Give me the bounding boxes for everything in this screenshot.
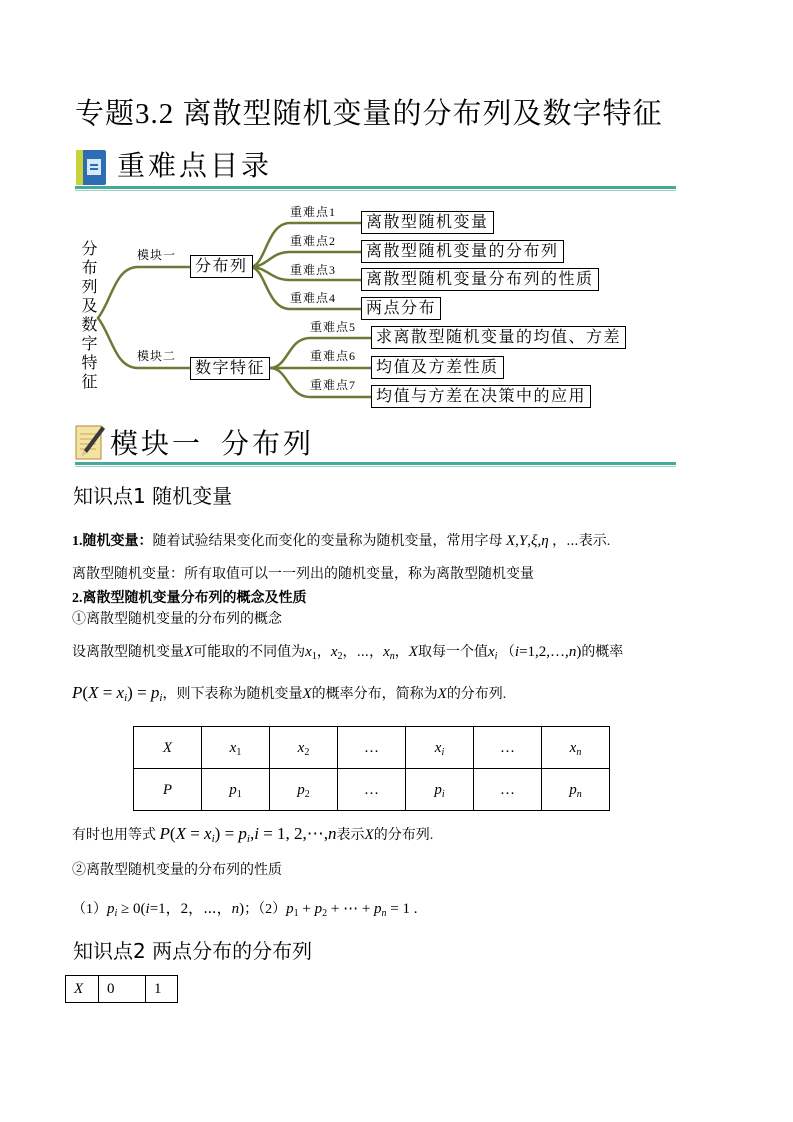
module-tag: 模块二 — [137, 349, 177, 363]
keypoint-tag: 重难点1 — [290, 205, 337, 219]
math-variable: P — [159, 824, 170, 843]
math-symbol: 0 — [107, 981, 115, 997]
discrete-variable-definition — [72, 565, 534, 585]
math-symbol: = 1 . — [386, 901, 418, 917]
math-variable: p — [286, 901, 294, 917]
module1-section-header — [75, 421, 676, 465]
keypoint-box: 均值及方差性质 — [371, 356, 504, 379]
text-run: ， — [316, 645, 331, 660]
math-variable: x — [305, 644, 312, 660]
table-cell — [338, 727, 406, 769]
keypoint-box: 离散型随机变量 — [361, 211, 494, 234]
table-row — [134, 727, 610, 769]
text-run: ， — [394, 645, 409, 660]
math-variable: p — [107, 901, 115, 917]
table-cell — [99, 976, 146, 1003]
math-variable: X — [162, 739, 173, 756]
table-cell — [406, 727, 474, 769]
math-symbol: , — [249, 824, 255, 843]
math-symbol: + ⋯ + — [327, 901, 375, 917]
math-variable: p — [150, 683, 160, 702]
text-run: ①离散型随机变量的分布列的概念 — [72, 612, 282, 627]
math-variable: X — [175, 824, 186, 843]
math-subscript: i — [211, 833, 215, 845]
math-symbol: = — [98, 683, 117, 702]
probability-sentence — [72, 681, 506, 707]
math-symbol: … — [500, 739, 515, 756]
math-variable: p — [297, 781, 305, 798]
probability-formula — [72, 683, 163, 704]
text-run: ；（2） — [244, 902, 287, 917]
math-variable: P — [72, 683, 83, 702]
math-symbol: … — [500, 781, 515, 798]
math-symbol: 1 — [154, 981, 162, 997]
equation-lead — [72, 828, 160, 843]
notepad-pencil-icon — [75, 423, 106, 466]
math-variable: n — [568, 644, 577, 660]
math-subscript: 1 — [236, 746, 242, 758]
math-variable: x — [116, 683, 125, 702]
text-run: （ — [497, 645, 515, 660]
text-run: （1） — [72, 902, 107, 917]
math-variable: n — [231, 901, 240, 917]
table-cell — [146, 976, 178, 1003]
math-variable: p — [238, 824, 247, 843]
section-2-title — [72, 589, 307, 609]
bold-text: 2.离散型随机变量分布列的概念及性质 — [72, 591, 307, 606]
math-variable: X — [74, 981, 84, 997]
text-run: 的分布列. — [446, 687, 507, 702]
math-subscript: i — [124, 692, 128, 704]
math-variable: i — [145, 901, 150, 917]
math-variable: x — [330, 644, 338, 660]
math-variable: p — [434, 781, 442, 798]
math-subscript: i — [441, 788, 445, 800]
text-run: 的分布列. — [373, 828, 434, 843]
knowledge-point-heading: 知识点1 随机变量 — [73, 484, 233, 508]
text-run: 有时也用等式 — [72, 828, 160, 843]
two-point-distribution-table — [65, 975, 178, 1003]
equation-formula — [159, 824, 337, 845]
equation-text — [337, 828, 434, 843]
keypoint-box: 均值与方差在决策中的应用 — [371, 385, 591, 408]
table-cell — [474, 727, 542, 769]
keypoint-box: 求离散型随机变量的均值、方差 — [371, 326, 626, 349]
book-icon — [76, 150, 107, 190]
table-cell — [474, 769, 542, 811]
math-symbol: + — [298, 901, 315, 917]
math-variable: X — [506, 533, 516, 549]
text-run: ，⋯表示. — [548, 534, 611, 549]
text-run: 的概率 — [581, 645, 624, 660]
math-subscript: i — [494, 651, 498, 662]
math-subscript: n — [381, 908, 387, 919]
math-subscript: 1 — [311, 651, 317, 662]
math-variable: x — [204, 824, 212, 843]
properties-subtitle — [72, 861, 282, 881]
keypoint-tag: 重难点3 — [290, 263, 337, 277]
table-cell — [406, 769, 474, 811]
math-symbol: ) = — [214, 824, 239, 843]
table-cell — [270, 727, 338, 769]
math-variable: i — [254, 824, 259, 843]
math-subscript: 1 — [236, 788, 242, 800]
values-sentence — [72, 640, 623, 665]
math-subscript: 2 — [304, 746, 310, 758]
table-cell — [338, 769, 406, 811]
mindmap-root: 分布列及数字特征 — [79, 240, 96, 392]
math-symbol: ≥ 0( — [117, 901, 146, 917]
math-variable: p — [229, 781, 237, 798]
math-variable: Y — [518, 533, 528, 549]
math-subscript: n — [576, 788, 582, 800]
math-subscript: n — [576, 746, 582, 758]
text-run: ，则下表称为随机变量 — [162, 687, 303, 702]
math-variable: i — [514, 644, 520, 660]
math-subscript: i — [441, 746, 445, 758]
table-cell — [134, 727, 202, 769]
keypoint-box: 两点分布 — [361, 297, 441, 320]
module-box: 数字特征 — [190, 357, 270, 380]
toc-section-header — [75, 148, 676, 189]
math-variable: x — [434, 739, 442, 756]
math-symbol: ) — [576, 644, 582, 660]
math-variable: n — [328, 824, 337, 843]
table-cell — [66, 976, 99, 1003]
toc-header-label: 重难点目录 — [117, 151, 273, 182]
math-variable: X — [437, 686, 447, 702]
text-run: 可能取的不同值为 — [193, 645, 306, 660]
math-symbol: … — [364, 739, 379, 756]
table-cell — [542, 769, 610, 811]
text-run: 表示 — [336, 828, 365, 843]
module-box: 分布列 — [190, 255, 253, 278]
math-variable: P — [162, 781, 173, 798]
math-subscript: i — [246, 833, 250, 845]
math-variable: x — [297, 739, 305, 756]
knowledge-point-heading: 知识点2 两点分布的分布列 — [73, 939, 313, 963]
math-subscript: 2 — [322, 908, 328, 919]
math-variable: η — [541, 533, 549, 549]
equation-sentence — [72, 822, 433, 848]
math-variable: X — [184, 644, 194, 660]
distribution-table — [133, 726, 610, 811]
properties-statement — [72, 897, 418, 922]
connector-root-module1 — [98, 267, 190, 318]
math-subscript: 1 — [293, 908, 299, 919]
math-symbol: = — [185, 824, 205, 843]
concept-subtitle — [72, 610, 282, 630]
table-cell — [202, 769, 270, 811]
table-cell — [542, 727, 610, 769]
math-variable: X — [88, 683, 99, 702]
math-variable: x — [487, 644, 495, 660]
math-variable: X — [364, 827, 374, 843]
math-symbol: , — [527, 533, 532, 549]
math-variable: x — [229, 739, 237, 756]
text-run: 取每一个值 — [417, 645, 488, 660]
math-symbol: , — [537, 533, 542, 549]
text-run: 随着试验结果变化而变化的变量称为随机变量，常用字母 — [152, 534, 506, 549]
table-cell — [202, 727, 270, 769]
table-row — [66, 976, 178, 1003]
text-run: 离散型随机变量：所有取值可以一一列出的随机变量，称为离散型随机变量 — [72, 567, 534, 582]
math-subscript: i — [159, 692, 163, 704]
keypoint-tag: 重难点6 — [310, 349, 357, 363]
math-symbol: ) — [239, 901, 245, 917]
math-variable: p — [569, 781, 577, 798]
keypoint-box: 离散型随机变量分布列的性质 — [361, 268, 599, 291]
keypoint-box: 离散型随机变量的分布列 — [361, 240, 564, 263]
math-variable: ξ — [531, 533, 538, 549]
math-symbol: ( — [82, 683, 89, 702]
math-symbol: =1,2,…, — [519, 644, 569, 660]
module1-header-label: 模块一 分布列 — [110, 429, 315, 460]
math-subscript: 2 — [337, 651, 343, 662]
keypoint-tag: 重难点7 — [310, 378, 357, 392]
text-run: ②离散型随机变量的分布列的性质 — [72, 863, 282, 878]
math-variable: p — [314, 901, 323, 917]
text-run: ，⋯， — [342, 645, 384, 660]
keypoint-tag: 重难点4 — [290, 291, 337, 305]
math-subscript: i — [114, 908, 118, 919]
module-tag: 模块一 — [137, 248, 177, 262]
math-symbol: =1，2，⋯， — [149, 901, 232, 917]
random-variable-definition — [72, 531, 610, 552]
table-cell — [134, 769, 202, 811]
page-title: 专题3.2 离散型随机变量的分布列及数字特征 — [75, 98, 663, 130]
math-symbol: , — [515, 533, 519, 549]
math-symbol: … — [364, 781, 379, 798]
keypoint-tag: 重难点2 — [290, 234, 337, 248]
table-row — [134, 769, 610, 811]
table-cell — [270, 769, 338, 811]
math-subscript: n — [389, 651, 395, 662]
math-variable: x — [383, 644, 390, 660]
keypoint-tag: 重难点5 — [310, 320, 357, 334]
probability-text — [162, 687, 506, 702]
math-symbol: ( — [169, 824, 176, 843]
math-variable: X — [302, 686, 312, 702]
math-symbol: = 1, 2,⋯, — [258, 824, 329, 843]
math-subscript: 2 — [304, 788, 310, 800]
text-run: 的概率分布，简称为 — [311, 687, 438, 702]
math-variable: p — [374, 901, 382, 917]
bold-text: 1.随机变量： — [72, 534, 153, 549]
math-variable: X — [408, 644, 418, 660]
text-run: 设离散型随机变量 — [72, 645, 184, 660]
math-symbol: ) = — [127, 683, 151, 702]
math-variable: x — [569, 739, 577, 756]
